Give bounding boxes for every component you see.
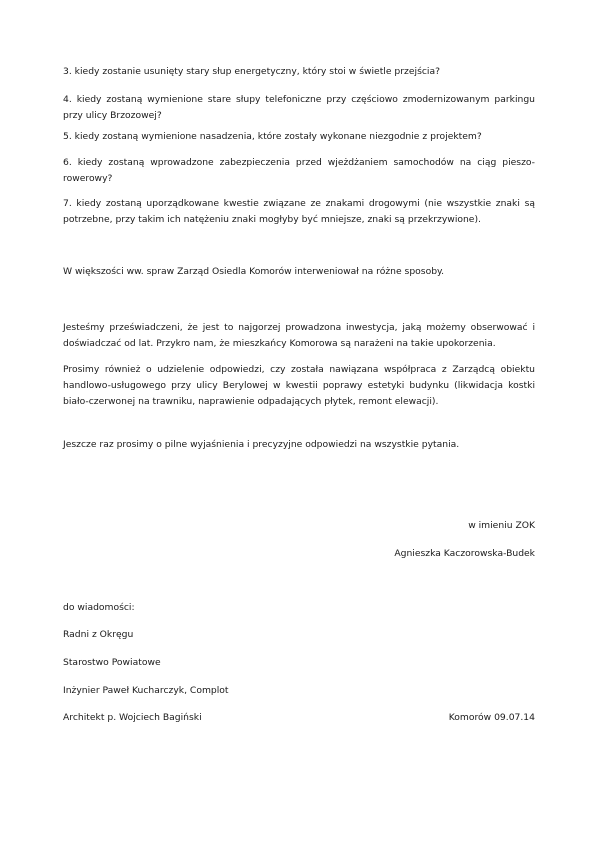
paragraph-zok-interventions: W większości ww. spraw Zarząd Osiedla Komorów interweniował na różne sposoby. [63,266,445,277]
signature-name: Agnieszka Kaczorowska-Budek [394,548,535,559]
paragraph-investment-opinion: Jesteśmy przeświadczeni, że jest to najgorzej prowadzona inwestycja, jaką możemy obserwować i doświadczać od lat. Przykro nam, że mieszkańcy Komorowa są narażeni na takie upokorzenia. [63,322,535,349]
cc-item-engineer: Inżynier Paweł Kucharczyk, Complot [63,685,229,696]
signature-on-behalf: w imieniu ZOK [468,520,535,531]
paragraph-closing: Jeszcze raz prosimy o pilne wyjaśnienia i precyzyjne odpowiedzi na wszystkie pytania. [63,439,460,450]
question-3: 3. kiedy zostanie usunięty stary słup energetyczny, który stoi w świetle przejścia? [63,66,440,77]
question-5: 5. kiedy zostaną wymienione nasadzenia, które zostały wykonane niezgodnie z projektem? [63,131,482,142]
cc-heading: do wiadomości: [63,602,135,613]
cc-item-county-office: Starostwo Powiatowe [63,657,161,668]
question-4: 4. kiedy zostaną wymienione stare słupy telefoniczne przy częściowo zmodernizowanym parkingu przy ulicy Brzozowej? [63,94,535,121]
paragraph-cooperation-request: Prosimy również o udzielenie odpowiedzi, czy została nawiązana współpraca z Zarządcą obiektu handlowo-usługowego przy ulicy Berylowej w kwestii poprawy estetyki budynku (likwidacja kostki biało-czerwonej na trawniku, naprawienie odpadających płytek, remont elewacji). [63,364,535,407]
cc-item-architect: Architekt p. Wojciech Bagiński [63,712,202,723]
question-7: 7. kiedy zostaną uporządkowane kwestie związane ze znakami drogowymi (nie wszystkie znaki są potrzebne, przy takim ich natężeniu znaki mogłyby być mniejsze, znaki są przekrzywione). [63,198,535,225]
question-6: 6. kiedy zostaną wprowadzone zabezpieczenia przed wjeżdżaniem samochodów na ciąg pieszo-rowerowy? [63,157,535,184]
place-and-date: Komorów 09.07.14 [448,712,535,723]
cc-item-councillors: Radni z Okręgu [63,629,134,640]
